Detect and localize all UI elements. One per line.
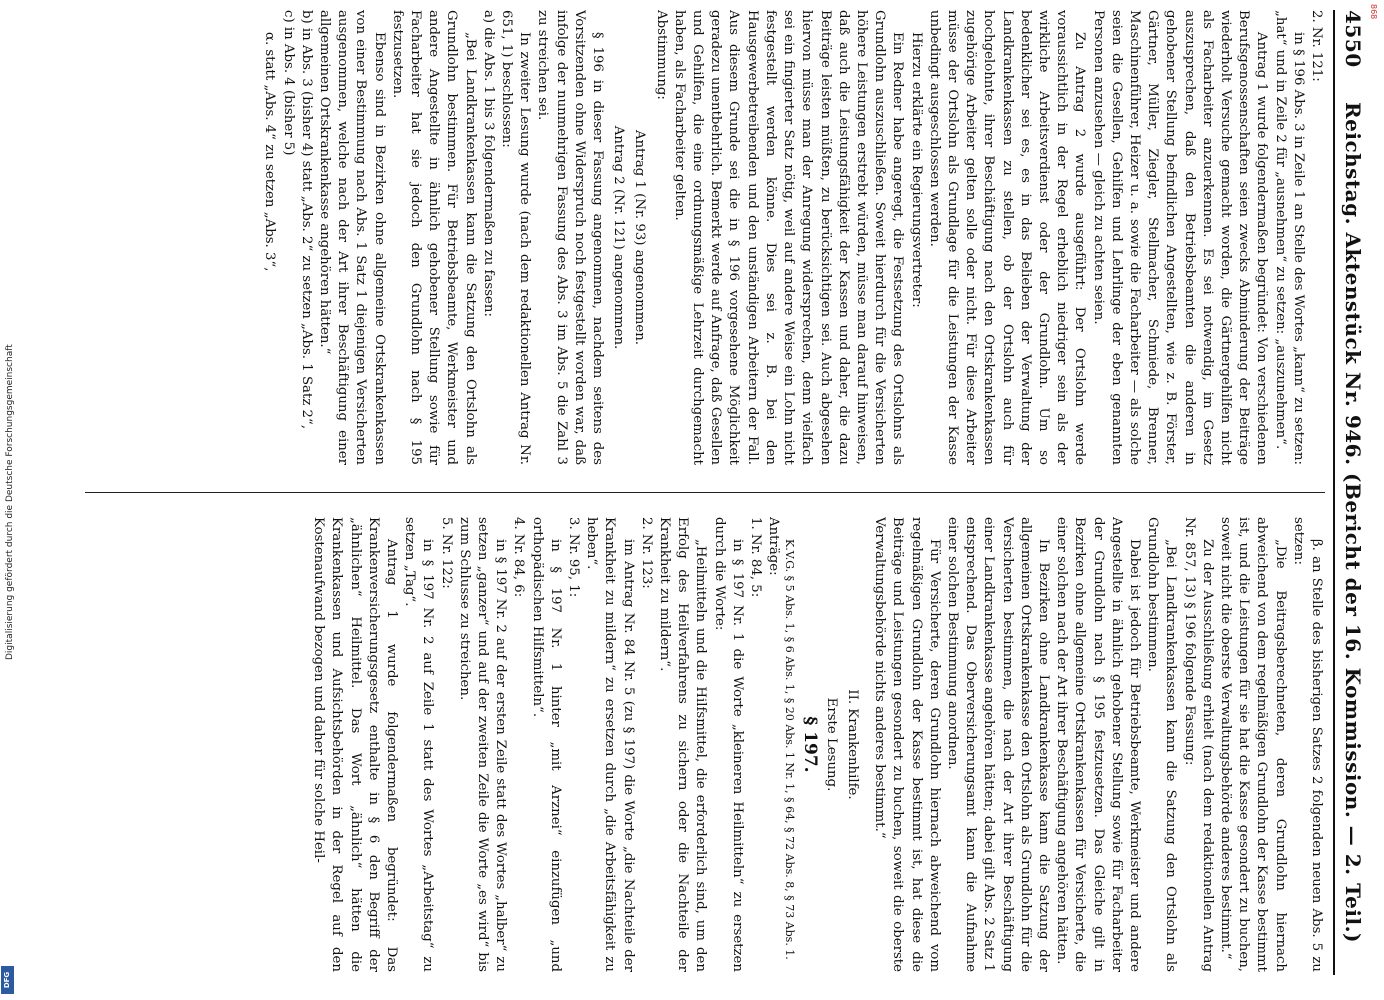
paragraph: Erste Lesung. xyxy=(823,697,839,792)
page-number: 4550 xyxy=(1341,10,1365,68)
paragraph: in § 197 Nr. 2 auf Zeile 1 statt des Wortes „Arbeitstag“ zu setzen „Tag“. xyxy=(402,517,436,972)
paragraph: 5. Nr. 122: xyxy=(438,517,454,589)
paragraph: „Bei Landkrankenkassen kann die Satzung den Ortslohn als Grundlohn bestimmen. xyxy=(1145,517,1179,972)
paragraph: 4. Nr. 84, 6: xyxy=(511,517,527,598)
paragraph: in § 196 Abs. 3 in Zeile 1 an Stelle des Wortes „kann“ zu setzen: „hat“ und in Zeile 2 für „ausnehmen“ zu setzen: „auszunehmen“. xyxy=(1272,10,1306,465)
paragraph: „Die Beitragsberechneten, deren Grundlohn hiernach abweichend von dem regelmäßigen Grundlohn der Kasse bestimmt ist, und die Leistungen für sie hat die Kasse gesondert zu buchen, soweit nicht die oberste Verwaltungsbehörde anderes bestimmt.“ xyxy=(1217,517,1288,972)
paragraph: Dabei ist jedoch für Betriebsbeamte, Werkmeister und andere Angestellte in ähnlich gehobener Stellung sowie für Facharbeiter der Grundlohn nach § 195 festzusetzen. Das Gleiche gilt in Bezirken ohne allgemeine Ortskrankenkassen für Versicherte, die einer solchen nach der Art ihrer Beschäftigung angehören hätten. xyxy=(1054,517,1142,972)
left-column xyxy=(75,10,1325,465)
paragraph: Abstimmung: xyxy=(653,10,669,100)
paragraph: K.V.G. § 5 Abs. 1, § 6 Abs. 1, § 20 Abs. 1 Nr. 1, § 64, § 72 Abs. 8, § 73 Abs. 1. xyxy=(783,539,797,960)
paragraph: Ebenso sind in Bezirken ohne allgemeine Ortskrankenkassen von einer Bestimmung nach Abs. 1 Satz 1 diejenigen Versicherten ausgenommen, welche nach der Art ihrer Beschäftigung einer allgemeinen Ortskrankenkasse angehören hätten.“ xyxy=(317,10,387,465)
paragraph: In Bezirken ohne Landkrankenkasse kann die Satzung der allgemeinen Ortskrankenkasse den Ortslohn als Grundlohn für die Versicherten bestimmen, die nach der Art ihrer Beschäftigung einer Landkrankenkasse angehören hätten; dabei gilt Abs. 2 Satz 1 entsprechend. Das Oberversicherungsamt kann die Aufnahme einer solchen Bestimmung anordnen. xyxy=(944,517,1051,972)
paragraph: c) in Abs. 4 (bisher 5) xyxy=(280,10,296,156)
paragraph: In zweiter Lesung wurde (nach dem redaktionellen Antrag Nr. 651, 1) beschlossen: xyxy=(499,10,533,465)
paragraph: Antrag 1 wurde folgendermaßen begründet: Das Krankenversicherungsgesetz enthalte in § 6 den Begriff der „ähnlichen“ Heilmittel. Das Wort „ähnlich“ hätten die Krankenkassen und Aufsichtsbehörden in der Regel auf den Kostenaufwand bezogen und daher für solche Heil- xyxy=(311,517,400,972)
paragraph: „Heilmitteln und die Hilfsmittel, die erforderlich sind, um den Erfolg des Heilverfahrens zu sichern oder die Nachteile der Krankheit zu mildern“. xyxy=(657,517,709,972)
paragraph: § 196 in dieser Fassung angenommen, nachdem seitens des Vorsitzenden ohne Widerspruch noch festgestellt worden war, daß infolge der nunmehrigen Fassung des Abs. 3 im Abs. 5 die Zahl 3 zu streichen sei. xyxy=(535,10,606,465)
paragraph: in § 197 Nr. 1 die Worte „kleineren Heilmitteln“ zu ersetzen durch die Worte: xyxy=(711,517,745,972)
paragraph: Antrag 2 (Nr. 121) angenommen. xyxy=(611,125,627,350)
column-divider xyxy=(85,492,1325,493)
paragraph: II. Krankenhilfe. xyxy=(844,689,860,800)
page-id: 868 xyxy=(1369,4,1378,20)
paragraph: 2. Nr. 123: xyxy=(638,517,654,589)
paragraph: in § 197 Nr. 2 auf der ersten Zeile statt des Wortes „halber“ zu setzen „ganzer“ und auf der zweiten Zeile die Worte „es wird“ bis zum Schlusse zu streichen. xyxy=(456,517,509,972)
paragraph: Zu Antrag 2 wurde ausgeführt: Der Ortslohn werde voraussichtlich in der Regel erheblich niedriger sein als der wirkliche Arbeitsverdienst oder der Grundlohn. Um so bedenklicher sei es, es in das Belieben der Verwaltung der Landkrankenkassen zu stellen, ob der Ortslohn auch für hochgelohnte, ihrer Beschäftigung nach den Ortskrankenkassen zugehörige Arbeiter gelten solle oder nicht. Für diese Arbeiter müsse der Ortslohn als Grundlage für die Leistungen der Kasse unbedingt ausgeschlossen werden. xyxy=(926,10,1088,465)
paragraph: Für Versicherte, deren Grundlohn hiernach abweichend vom regelmäßigen Grundlohn der Kasse bestimmt ist, hat diese die Beiträge und Leistungen gesondert zu buchen, soweit die oberste Verwaltungsbehörde nichts anderes bestimmt.“ xyxy=(872,517,942,972)
paragraph: Anträge: xyxy=(766,517,782,576)
paragraph: a) die Abs. 1 bis 3 folgendermaßen zu fassen: xyxy=(480,10,496,317)
right-column xyxy=(75,517,1325,972)
paragraph: Zu der Ausschließung erhielt (nach dem redaktionellen Antrag Nr. 857, 13) § 196 folgende Fassung: xyxy=(1181,517,1215,972)
funding-note: Digitalisierung gefördert durch die Deutsche Forschungsgemeinschaft xyxy=(5,344,15,660)
paragraph: „Bei Landkrankenkassen kann die Satzung den Ortslohn als Grundlohn bestimmen. Für Betriebsbeamte, Werkmeister und andere Angestellte in ähnlich gehobener Stellung sowie für Facharbeiter hat sie jedoch den Grundlohn nach § 195 festzusetzen. xyxy=(389,10,478,465)
paragraph: β. an Stelle des bisherigen Satzes 2 folgenden neuen Abs. 5 zu setzen: xyxy=(1290,517,1324,972)
running-header xyxy=(1333,10,1369,975)
running-title: Reichstag. Aktenstück Nr. 946. (Bericht der 16. Kommission. — 2. Teil.) xyxy=(1341,102,1365,944)
paragraph: in § 197 Nr. 1 hinter „mit Arznei“ einzufügen „und orthopädischen Hilfsmitteln“. xyxy=(529,517,563,972)
paragraph: Ein Redner habe angeregt, die Festsetzung des Ortslohns als Grundlohn auszuschließen. Soweit hierdurch für die Versicherten höhere Leistungen erstrebt würden, müsse man darauf hinweisen, daß auch die Leistungsfähigkeit der Kassen und daher, die dazu Beiträge leisten müßten, zu berücksichtigen sei. Auch abgesehen hiervon müsse man der Anregung widersprechen, denn vielfach sei ein fingierter Satz nötig, weil auf andere Weise ein Lohn nicht festgestellt werden könne. Dies sei z. B. bei den Hausgewerbetreibenden und den unständigen Arbeitern der Fall. Aus diesem Grunde sei die in § 196 vorgesehene Möglichkeit geradezu unentbehrlich. Bemerkt werde auf Anfrage, daß Gesellen und Gehilfen, die eine ordnungsmäßige Lehrzeit durchgemacht haben, als Facharbeiter gelten. xyxy=(671,10,906,465)
paragraph: b) in Abs. 3 (bisher 4) statt „Abs. 2“ zu setzen „Abs. 1 Satz 2“, xyxy=(298,10,314,430)
paragraph: Antrag 1 (Nr. 93) angenommen. xyxy=(632,129,648,346)
paragraph: 2. Nr. 121: xyxy=(1309,10,1324,82)
paragraph: Antrag 1 wurde folgendermaßen begründet: Von verschiedenen Berufsgenossenschaften seien zwecks Abminderung der Beiträge wiederholt Versuche gemacht worden, die Gärtnergehilfen nicht als Facharbeiter anzuerkennen. Es sei notwendig, im Gesetz auszusprechen, daß den Betriebsbeamten die anderen in gehobener Stellung befindlichen Angestellten, wie z. B. Förster, Gärtner, Müller, Ziegler, Stellmacher, Schmiede, Brenner, Maschinenführer, Heizer u. a. sowie die Facharbeiter — als solche seien die Gesellen, Gehilfen und Lehrlinge der eben genannten Personen anzusehen — gleich zu achten seien. xyxy=(1090,10,1270,465)
paragraph: α. statt „Abs. 4“ zu setzen „Abs. 3“, xyxy=(262,32,278,272)
paragraph: 3. Nr. 95, 1: xyxy=(566,517,582,598)
dfg-logo-text: DFG xyxy=(3,971,12,989)
paragraph: § 197. xyxy=(799,716,820,773)
dfg-logo xyxy=(1,966,14,994)
paragraph: Hierzu erklärte ein Regierungsvertreter: xyxy=(908,32,924,308)
paragraph: im Antrag Nr. 84 Nr. 5 (zu § 197) die Worte „die Nachteile der Krankheit zu mildern“ zu ersetzen durch „die Arbeitsfähigkeit zu heben“. xyxy=(584,517,636,972)
paragraph: 1. Nr. 84, 5: xyxy=(748,517,764,598)
